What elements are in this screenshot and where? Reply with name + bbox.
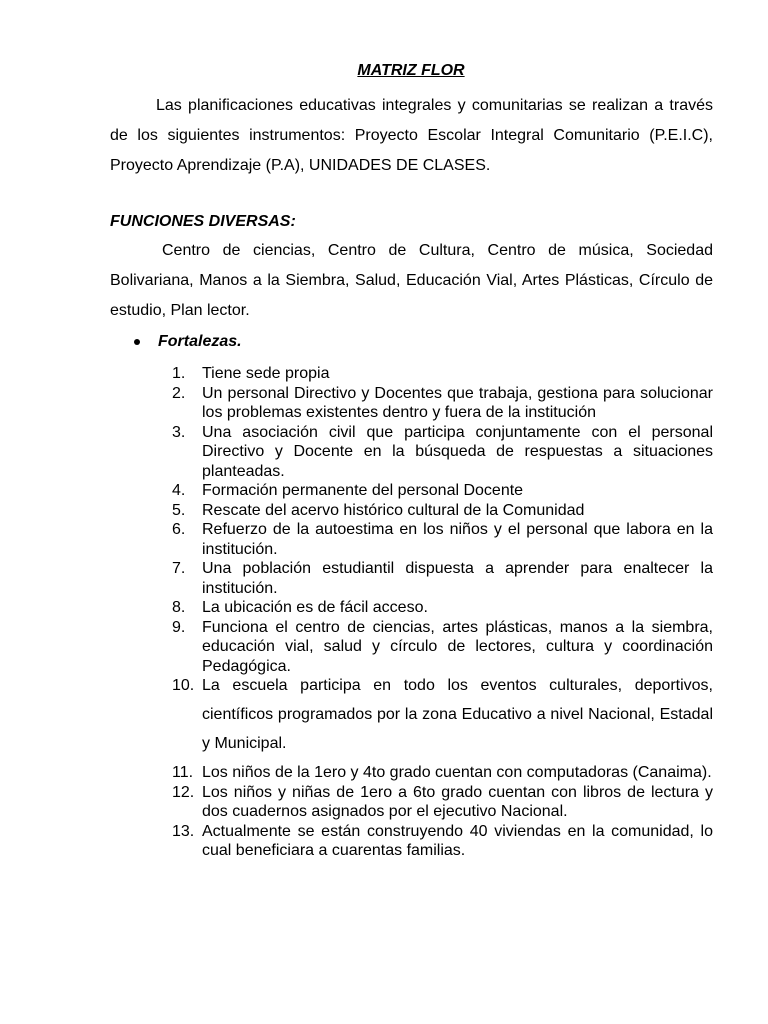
list-item: [172, 763, 713, 783]
list-item-number: 3.: [172, 423, 186, 441]
list-item-number: 8.: [172, 599, 186, 616]
list-item-text: Rescate del acervo histórico cultural de la Comunidad: [202, 501, 585, 519]
list-item: [172, 822, 713, 861]
intro-paragraph: Las planificaciones educativas integrales y comunitarias se realizan a través de los siguientes instrumentos: Proyecto Escolar Integral Comunitario (P.E.I.C), Proyecto Aprendizaje (P.A), UNIDADES DE CLASES.: [110, 97, 713, 174]
list-item-text: Una asociación civil que participa conjuntamente con el personal Directivo y Docente en la búsqueda de respuestas a situaciones planteadas.: [202, 423, 713, 480]
list-item-number: 4.: [172, 482, 186, 499]
list-item-number: 5.: [172, 501, 186, 519]
list-item: [172, 423, 713, 482]
list-item: [172, 481, 713, 501]
list-item-text: Refuerzo de la autoestima en los niños y el personal que labora en la institución.: [202, 521, 713, 558]
list-item-number: 10.: [172, 677, 195, 694]
strengths-heading: Fortalezas.: [158, 333, 242, 350]
bullet-icon: [134, 339, 140, 345]
strengths-heading-row: [130, 331, 242, 353]
list-item-number: 6.: [172, 521, 186, 538]
list-item-text: Tiene sede propia: [202, 365, 330, 382]
list-item-number: 7.: [172, 560, 186, 577]
list-item: [172, 783, 713, 822]
list-item: [172, 618, 713, 677]
functions-heading: FUNCIONES DIVERSAS:: [110, 213, 296, 230]
page-title: MATRIZ FLOR: [357, 62, 465, 79]
list-item-text: La ubicación es de fácil acceso.: [202, 599, 428, 616]
list-item: [172, 671, 713, 758]
list-item-number: 2.: [172, 384, 186, 402]
list-item: [172, 559, 713, 598]
strengths-list: [172, 364, 713, 861]
list-item-number: 1.: [172, 365, 186, 382]
list-item-number: 11.: [172, 764, 194, 781]
list-item-text: Los niños de la 1ero y 4to grado cuentan con computadoras (Canaima).: [202, 764, 712, 781]
functions-paragraph: Centro de ciencias, Centro de Cultura, Centro de música, Sociedad Bolivariana, Manos a la Siembra, Salud, Educación Vial, Artes Plásticas, Círculo de estudio, Plan lector.: [110, 242, 713, 319]
list-item-text: Actualmente se están construyendo 40 viviendas en la comunidad, lo cual beneficiara a cuarentas familias.: [202, 822, 713, 859]
list-item: [172, 384, 713, 423]
list-item-number: 12.: [172, 783, 195, 801]
list-item-text: Los niños y niñas de 1ero a 6to grado cuentan con libros de lectura y dos cuadernos asignados por el ejecutivo Nacional.: [202, 783, 713, 820]
list-item-text: Un personal Directivo y Docentes que trabaja, gestiona para solucionar los problemas existentes dentro y fuera de la institución: [202, 384, 713, 421]
list-item-text: La escuela participa en todo los eventos culturales, deportivos, científicos programados por la zona Educativo a nivel Nacional, Estadal y Municipal.: [202, 677, 713, 752]
list-item: [172, 598, 713, 618]
list-item-text: Funciona el centro de ciencias, artes plásticas, manos a la siembra, educación vial, salud y círculo de lectores, cultura y coordinación Pedagógica.: [202, 618, 713, 675]
list-item-text: Formación permanente del personal Docente: [202, 482, 524, 499]
list-item: [172, 501, 713, 521]
list-item: [172, 520, 713, 559]
list-item-number: 9.: [172, 618, 186, 636]
list-item-number: 13.: [172, 822, 195, 840]
list-item-text: Una población estudiantil dispuesta a aprender para enaltecer la institución.: [202, 560, 713, 597]
list-item: [172, 364, 713, 384]
